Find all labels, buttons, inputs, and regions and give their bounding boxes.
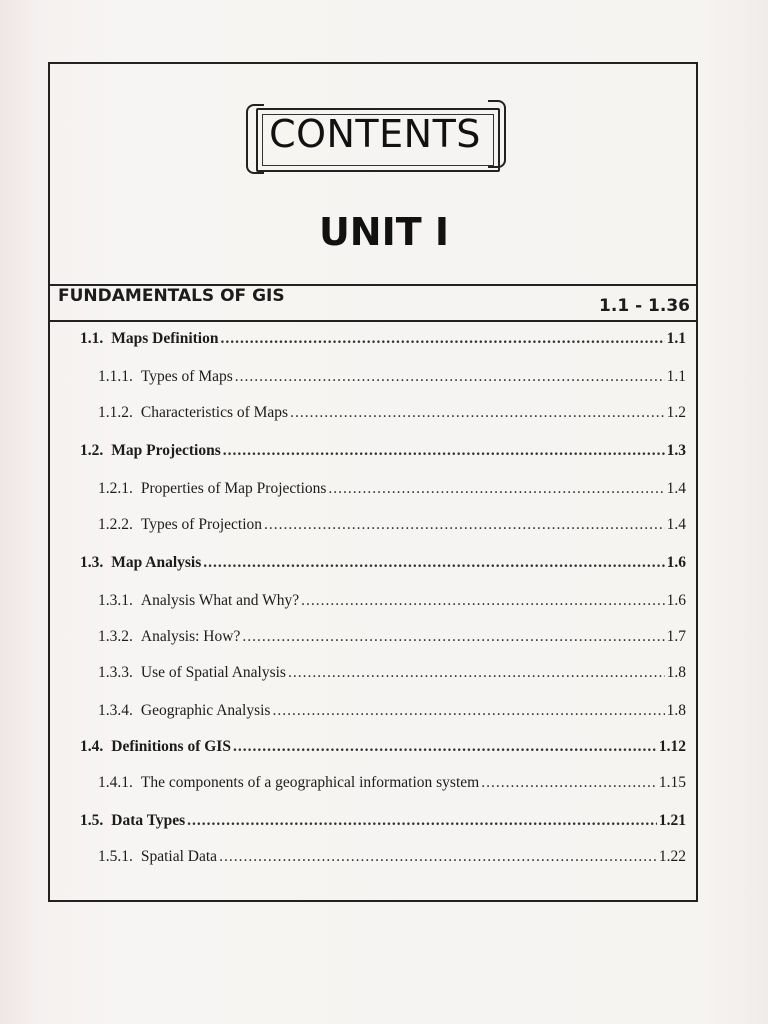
section-rule-bottom [50, 320, 696, 322]
toc-entry-title: Data Types [111, 812, 186, 829]
toc-entry-number: 1.5.1. [98, 848, 133, 865]
toc-entry-title: Geographic Analysis [140, 702, 271, 719]
toc-entry-title: Definitions of GIS [111, 738, 231, 755]
contents-banner [244, 100, 506, 172]
toc-entry-title: Characteristics of Maps [140, 404, 289, 421]
toc-entry-title: Map Analysis [111, 554, 202, 571]
leader-dots [288, 664, 665, 682]
toc-entry-number: 1.2.2. [98, 516, 133, 533]
toc-entry[interactable] [98, 774, 686, 792]
toc-entry-page: 1.8 [666, 702, 686, 719]
toc-entry-number: 1.4. [80, 738, 104, 755]
toc-entry-page: 1.4 [666, 516, 686, 533]
toc-entry-title: Map Projections [111, 442, 221, 459]
toc-entry-number: 1.3.2. [98, 628, 133, 645]
toc-entry-title: Maps Definition [111, 330, 219, 347]
toc-entry-number: 1.2. [80, 442, 104, 459]
toc-entry-page: 1.6 [666, 592, 686, 609]
toc-entry-page: 1.22 [658, 848, 686, 865]
unit-title: UNIT I [318, 210, 450, 254]
toc-entry-page: 1.15 [658, 774, 686, 791]
toc-entry-title: Use of Spatial Analysis [140, 664, 286, 681]
toc-entry[interactable] [80, 442, 686, 460]
leader-dots [301, 592, 664, 610]
leader-dots [272, 702, 664, 720]
section-page-range: 1.1 - 1.36 [599, 296, 690, 316]
toc-entry-title: Spatial Data [140, 848, 218, 865]
leader-dots [219, 848, 657, 866]
toc-entry-page: 1.12 [658, 738, 686, 755]
toc-entry[interactable] [98, 404, 686, 422]
leader-dots [242, 628, 664, 646]
toc-entry[interactable] [98, 848, 686, 866]
toc-entry-page: 1.4 [666, 480, 686, 497]
toc-entry-title: Properties of Map Projections [140, 480, 327, 497]
toc-entry-page: 1.2 [666, 404, 686, 421]
leader-dots [290, 404, 665, 422]
toc-entry[interactable] [80, 330, 686, 348]
toc-entry-page: 1.7 [666, 628, 686, 645]
toc-entry-number: 1.5. [80, 812, 104, 829]
toc-entry[interactable] [98, 368, 686, 386]
toc-entry-number: 1.4.1. [98, 774, 133, 791]
toc-entry-number: 1.1. [80, 330, 104, 347]
leader-dots [223, 442, 665, 460]
section-header [50, 270, 696, 322]
toc-entry-number: 1.3.3. [98, 664, 133, 681]
leader-dots [481, 774, 657, 792]
toc-entry[interactable] [80, 812, 686, 830]
leader-dots [220, 330, 664, 348]
toc-entry-number: 1.1.1. [98, 368, 133, 385]
toc-entry[interactable] [98, 702, 686, 720]
leader-dots [233, 738, 657, 756]
toc-entry-page: 1.3 [666, 442, 686, 459]
toc-entry-number: 1.1.2. [98, 404, 133, 421]
toc-entry[interactable] [80, 738, 686, 756]
toc-entry[interactable] [98, 628, 686, 646]
toc-entry[interactable] [80, 554, 686, 572]
toc-entry-page: 1.6 [666, 554, 686, 571]
contents-title: CONTENTS [269, 112, 481, 156]
toc-entry-number: 1.3.4. [98, 702, 133, 719]
toc-entry-title: Analysis: How? [140, 628, 241, 645]
toc-entry-page: 1.1 [666, 368, 686, 385]
toc-entry[interactable] [98, 592, 686, 610]
toc-entry-page: 1.1 [666, 330, 686, 347]
toc-entry-title: The components of a geographical information system [140, 774, 480, 791]
toc-entry-page: 1.21 [658, 812, 686, 829]
toc-entry-number: 1.3.1. [98, 592, 133, 609]
toc-entry-title: Types of Maps [140, 368, 233, 385]
toc-entry[interactable] [98, 480, 686, 498]
toc-entry-number: 1.2.1. [98, 480, 133, 497]
toc-entry-number: 1.3. [80, 554, 104, 571]
toc-entry-page: 1.8 [666, 664, 686, 681]
toc-entry-title: Analysis What and Why? [140, 592, 300, 609]
toc-entry-title: Types of Projection [140, 516, 263, 533]
toc-entry[interactable] [98, 516, 686, 534]
leader-dots [203, 554, 664, 572]
leader-dots [264, 516, 665, 534]
leader-dots [187, 812, 657, 830]
leader-dots [235, 368, 665, 386]
leader-dots [328, 480, 664, 498]
section-name: FUNDAMENTALS OF GIS [58, 286, 285, 306]
toc-entry[interactable] [98, 664, 686, 682]
